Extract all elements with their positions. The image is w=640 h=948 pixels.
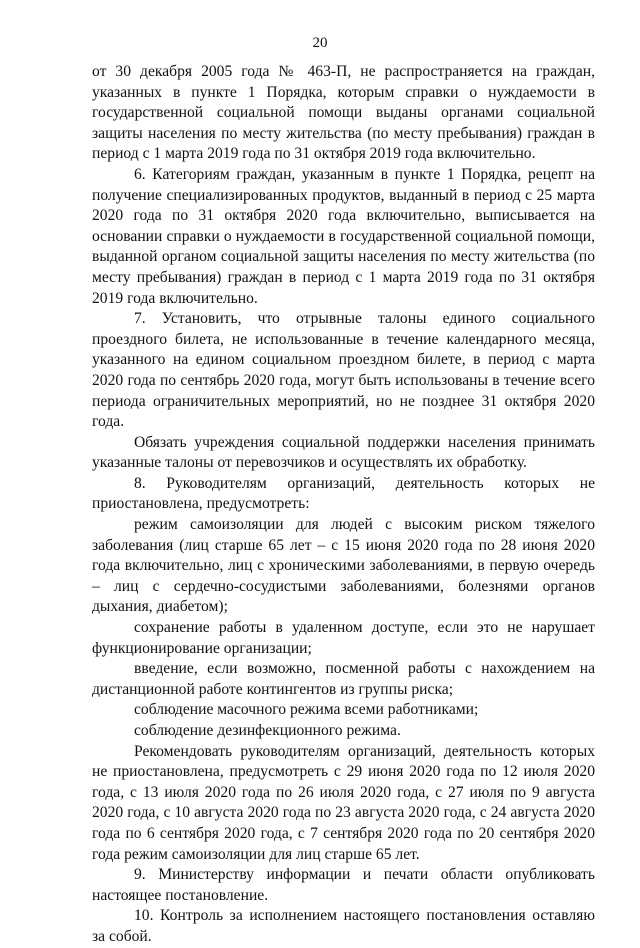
paragraph-item-6: 6. Категориям граждан, указанным в пункте 1 Порядка, рецепт на получение специализированных продуктов, выданный в период с 25 марта 2020 года по 31 октября 2020 года включительно, выписывается на основании справки о нуждаемости в государственной социальной помощи, выданной органом социальной защиты населения по месту жительства (по месту пребывания) граждан в период с 1 марта 2019 года по 31 октября 2019 года включительно.: [92, 165, 595, 307]
paragraph-continuation: от 30 декабря 2005 года № 463-П, не распространяется на граждан, указанных в пункте 1 Порядка, которым справки о нуждаемости в государственной социальной помощи выданы органами социальной защиты населения по месту жительства (по месту пребывания) граждан в период с 1 марта 2019 года по 31 октября 2019 года включительно.: [92, 63, 595, 163]
paragraph-shift-work: введение, если возможно, посменной работы с нахождением на дистанционной работе контингентов из группы риска;: [92, 660, 595, 698]
paragraph-item-8: 8. Руководителям организаций, деятельность которых не приостановлена, предусмотреть:: [92, 474, 595, 513]
paragraph-obligation: Обязать учреждения социальной поддержки населения принимать указанные талоны от перевозчиков и осуществлять их обработку.: [92, 433, 595, 472]
paragraph-self-isolation: режим самоизоляции для людей с высоким риском тяжелого заболевания (лиц старше 65 лет – с 15 июня 2020 года по 28 июня 2020 года включительно, лиц с хроническими заболеваниями, в первую очередь – лиц с сердечно-сосудистыми заболеваниями, болезнями органов дыхания, диабетом);: [92, 516, 595, 616]
paragraph-item-7: 7. Установить, что отрывные талоны единого социального проездного билета, не использованные в течение календарного месяца, указанного на едином социальном проездном билете, в период с марта 2020 года по сентябрь 2020 года, могут быть использованы в течение всего периода ограничительных мероприятий, но не позднее 31 октября 2020 года.: [92, 310, 595, 431]
paragraph-item-10: 10. Контроль за исполнением настоящего постановления оставляю за собой.: [92, 907, 595, 945]
paragraph-disinfection: соблюдение дезинфекционного режима.: [134, 722, 401, 739]
page-number: 20: [312, 35, 328, 51]
paragraph-remote-work: сохранение работы в удаленном доступе, если это не нарушает функционирование организации;: [92, 619, 595, 657]
document-body: [92, 62, 595, 948]
paragraph-item-9: 9. Министерству информации и печати области опубликовать настоящее постановление.: [92, 866, 595, 904]
paragraph-recommendation: Рекомендовать руководителям организаций, деятельность которых не приостановлена, предусмотреть с 29 июня 2020 года по 12 июля 2020 года, с 13 июля 2020 года по 26 июля 2020 года, с 27 июля по 9 августа 2020 года, с 10 августа 2020 года по 23 августа 2020 года, с 24 августа 2020 года по 6 сентября 2020 года, с 7 сентября 2020 года по 20 сентября 2020 года режим самоизоляции для лиц старше 65 лет.: [92, 742, 595, 863]
paragraph-mask-regime: соблюдение масочного режима всеми работниками;: [134, 701, 479, 719]
